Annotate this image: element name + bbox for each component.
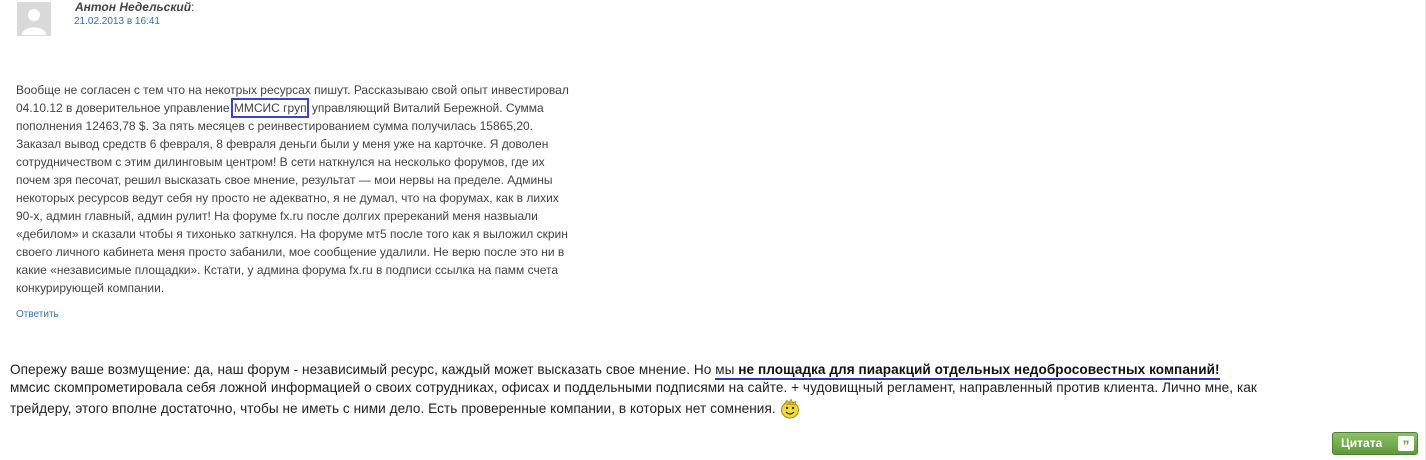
- bold-statement: не площадка для пиаракций отдельных недобросовестных компаний!: [738, 362, 1220, 377]
- response-text: мы: [715, 362, 739, 377]
- comment-text: 04.10.12 в доверительное управление: [16, 101, 233, 115]
- comment-line: [16, 207, 588, 225]
- comment-line: [16, 243, 588, 261]
- comment-line: [16, 99, 588, 117]
- comment-text: 90-х, админ главный, админ рулит! На форуме fx.ru после долгих пререканий меня назвыали: [16, 209, 538, 223]
- comment-line: [16, 189, 588, 207]
- comment-line: [16, 171, 588, 189]
- response-text: Опережу ваше возмущение: да, наш форум - независимый ресурс, каждый может высказать свое мнение. Но: [10, 362, 716, 377]
- smiley-icon: [780, 397, 800, 424]
- comment-text: конкурирующей компании.: [16, 281, 165, 295]
- response-line: [10, 397, 1350, 415]
- comment-text: своего личного кабинета меня просто забанили, мое сообщение удалили. Не верю после это ни в: [16, 245, 565, 259]
- comment-line: [16, 261, 588, 279]
- comment-text: почем зря песочат, решил высказать свое мнение, результат — мои нервы на пределе. Админы: [16, 173, 553, 187]
- author-colon: :: [191, 0, 195, 14]
- cite-button[interactable]: [1332, 432, 1418, 455]
- comment-text: некоторых ресурсов ведут себя ну просто не адекватно, я не думал, что на форумах, как в лихих: [16, 191, 559, 205]
- comment-text: Заказал вывод средств 6 февраля, 8 февраля деньги были у меня уже на карточке. Я доволен: [16, 137, 549, 151]
- response-line: [10, 379, 1350, 397]
- highlighted-company-name: ММСИС груп: [231, 98, 309, 118]
- reply-link[interactable]: Ответить: [16, 309, 59, 320]
- response-line: [10, 361, 1350, 379]
- comment-line: [16, 117, 588, 135]
- comment-date-link[interactable]: 21.02.2013 в 16:41: [74, 16, 160, 27]
- moderator-response: [10, 361, 1350, 415]
- default-avatar-icon: [17, 2, 51, 36]
- comment-text: пополнения 12463,78 $. За пять месяцев с реинвестированием сумма получилась 15865,20.: [16, 119, 534, 133]
- response-text: трейдеру, этого вполне достаточно, чтобы не иметь с ними дело. Есть проверенные компании, в которых нет сомнения.: [10, 401, 776, 416]
- comment-line: [16, 225, 588, 243]
- comment-line: [16, 279, 588, 297]
- comment-author: [75, 0, 194, 14]
- comment-text: какие «независимые площадки». Кстати, у админа форума fx.ru в подписи ссылка на памм счета: [16, 263, 559, 277]
- response-text: ммсис скомпрометировала себя ложной информацией о своих сотрудниках, офисах и поддельными подписями на сайте. + чудовищный регламент, направленный против клиента. Лично мне, как: [10, 380, 1257, 395]
- comment-text: управляющий Виталий Бережной. Сумма: [308, 101, 544, 115]
- comment-text: сотрудничеством с этим дилинговым центром! В сети наткнулся на несколько форумов, где их: [16, 155, 545, 169]
- underlined-statement: [715, 362, 1219, 380]
- comment-line: [16, 81, 588, 99]
- comment-line: [16, 135, 588, 153]
- quote-icon: ”: [1398, 436, 1414, 451]
- cite-button-label: Цитата: [1341, 436, 1383, 450]
- comment-text: Вообще не согласен с тем что на некотрых ресурсах пишут. Рассказываю свой опыт инвестировал: [16, 83, 569, 97]
- comment-line: [16, 153, 588, 171]
- comment-text: «дебилом» и сказали чтобы я тихонько заткнулся. На форуме мт5 после того как я выложил скрин: [16, 227, 568, 241]
- author-name: Антон Недельский: [75, 0, 192, 14]
- comment-body: [16, 81, 588, 297]
